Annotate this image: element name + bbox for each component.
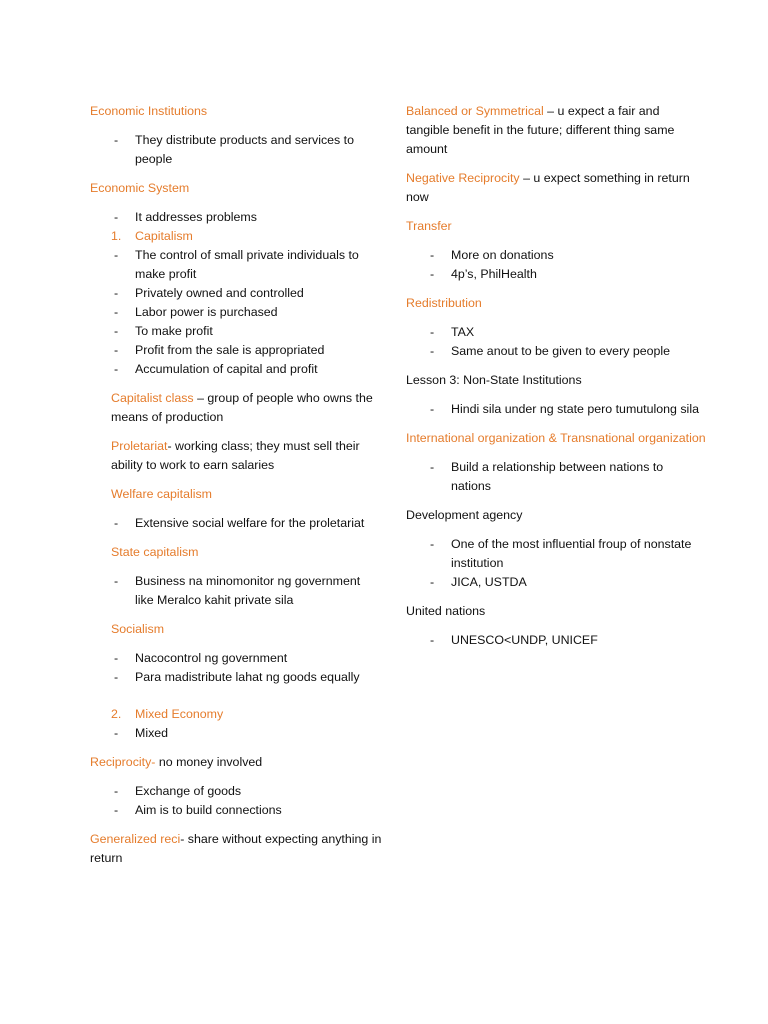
list-item: - They distribute products and services to people bbox=[114, 133, 355, 166]
socialism-heading: Socialism bbox=[111, 622, 165, 636]
list-item: - Accumulation of capital and profit bbox=[114, 362, 318, 376]
development-agency-heading: Development agency bbox=[406, 508, 523, 522]
list-item: - Labor power is purchased bbox=[114, 305, 278, 319]
united-nations-heading: United nations bbox=[406, 604, 486, 618]
international-organization-list bbox=[406, 458, 706, 496]
list-item: - More on donations bbox=[430, 248, 554, 262]
mixed-economy-subheading: 2. Mixed Economy bbox=[111, 707, 224, 721]
economic-system-heading: Economic System bbox=[90, 181, 190, 195]
list-item: - It addresses problems bbox=[114, 210, 257, 224]
list-item: - UNESCO<UNDP, UNICEF bbox=[430, 633, 598, 647]
redistribution-heading: Redistribution bbox=[406, 296, 482, 310]
economic-institutions-heading: Economic Institutions bbox=[90, 104, 208, 118]
list-item: - Privately owned and controlled bbox=[114, 286, 304, 300]
list-item: - Business na minomonitor ng government like Meralco kahit private sila bbox=[114, 574, 361, 607]
list-item: - Nacocontrol ng government bbox=[114, 651, 288, 665]
international-organization-heading: International organization & Transnational organization bbox=[406, 431, 706, 445]
list-item: - Para madistribute lahat ng goods equally bbox=[114, 670, 360, 684]
capitalism-subheading: 1. Capitalism bbox=[111, 229, 193, 243]
socialism-list bbox=[90, 649, 382, 687]
state-capitalism-heading: State capitalism bbox=[111, 545, 199, 559]
mixed-economy-list bbox=[90, 705, 382, 743]
list-item: - Exchange of goods bbox=[114, 784, 242, 798]
united-nations-list bbox=[406, 631, 706, 650]
economic-system-list bbox=[90, 208, 382, 379]
capitalist-class-paragraph: Capitalist class – group of people who owns the means of production bbox=[111, 391, 373, 424]
lesson-3-list bbox=[406, 400, 706, 419]
list-item: - Extensive social welfare for the proletariat bbox=[114, 516, 365, 530]
proletariat-paragraph: Proletariat- working class; they must sell their ability to work to earn salaries bbox=[111, 439, 360, 472]
transfer-heading: Transfer bbox=[406, 219, 452, 233]
list-item: - One of the most influential froup of nonstate institution bbox=[430, 537, 692, 570]
reciprocity-paragraph: Reciprocity- no money involved bbox=[90, 755, 263, 769]
list-item: - 4p’s, PhilHealth bbox=[430, 267, 537, 281]
list-item: - Aim is to build connections bbox=[114, 803, 282, 817]
list-item: - Profit from the sale is appropriated bbox=[114, 343, 325, 357]
list-item: - Same anout to be given to every people bbox=[430, 344, 671, 358]
list-item: - Hindi sila under ng state pero tumutulong sila bbox=[430, 402, 699, 416]
negative-reciprocity-paragraph: Negative Reciprocity – u expect something in return now bbox=[406, 171, 690, 204]
list-item: - To make profit bbox=[114, 324, 213, 338]
list-item: - Mixed bbox=[114, 726, 169, 740]
lesson-3-heading: Lesson 3: Non-State Institutions bbox=[406, 373, 582, 387]
list-item: - TAX bbox=[430, 325, 475, 339]
state-capitalism-list bbox=[90, 572, 382, 610]
list-item: - The control of small private individuals to make profit bbox=[114, 248, 359, 281]
welfare-capitalism-list bbox=[90, 514, 382, 533]
balanced-reciprocity-paragraph: Balanced or Symmetrical – u expect a fair and tangible benefit in the future; different thing same amount bbox=[406, 104, 675, 156]
economic-institutions-list bbox=[90, 131, 382, 169]
list-item: - Build a relationship between nations to nations bbox=[430, 460, 664, 493]
redistribution-list bbox=[406, 323, 706, 361]
list-item: - JICA, USTDA bbox=[430, 575, 527, 589]
welfare-capitalism-heading: Welfare capitalism bbox=[111, 487, 212, 501]
generalized-reciprocity-paragraph: Generalized reci- share without expecting anything in return bbox=[90, 832, 382, 865]
development-agency-list bbox=[406, 535, 706, 592]
reciprocity-list bbox=[90, 782, 382, 820]
transfer-list bbox=[406, 246, 706, 284]
right-column bbox=[406, 92, 706, 650]
left-column bbox=[90, 92, 382, 868]
